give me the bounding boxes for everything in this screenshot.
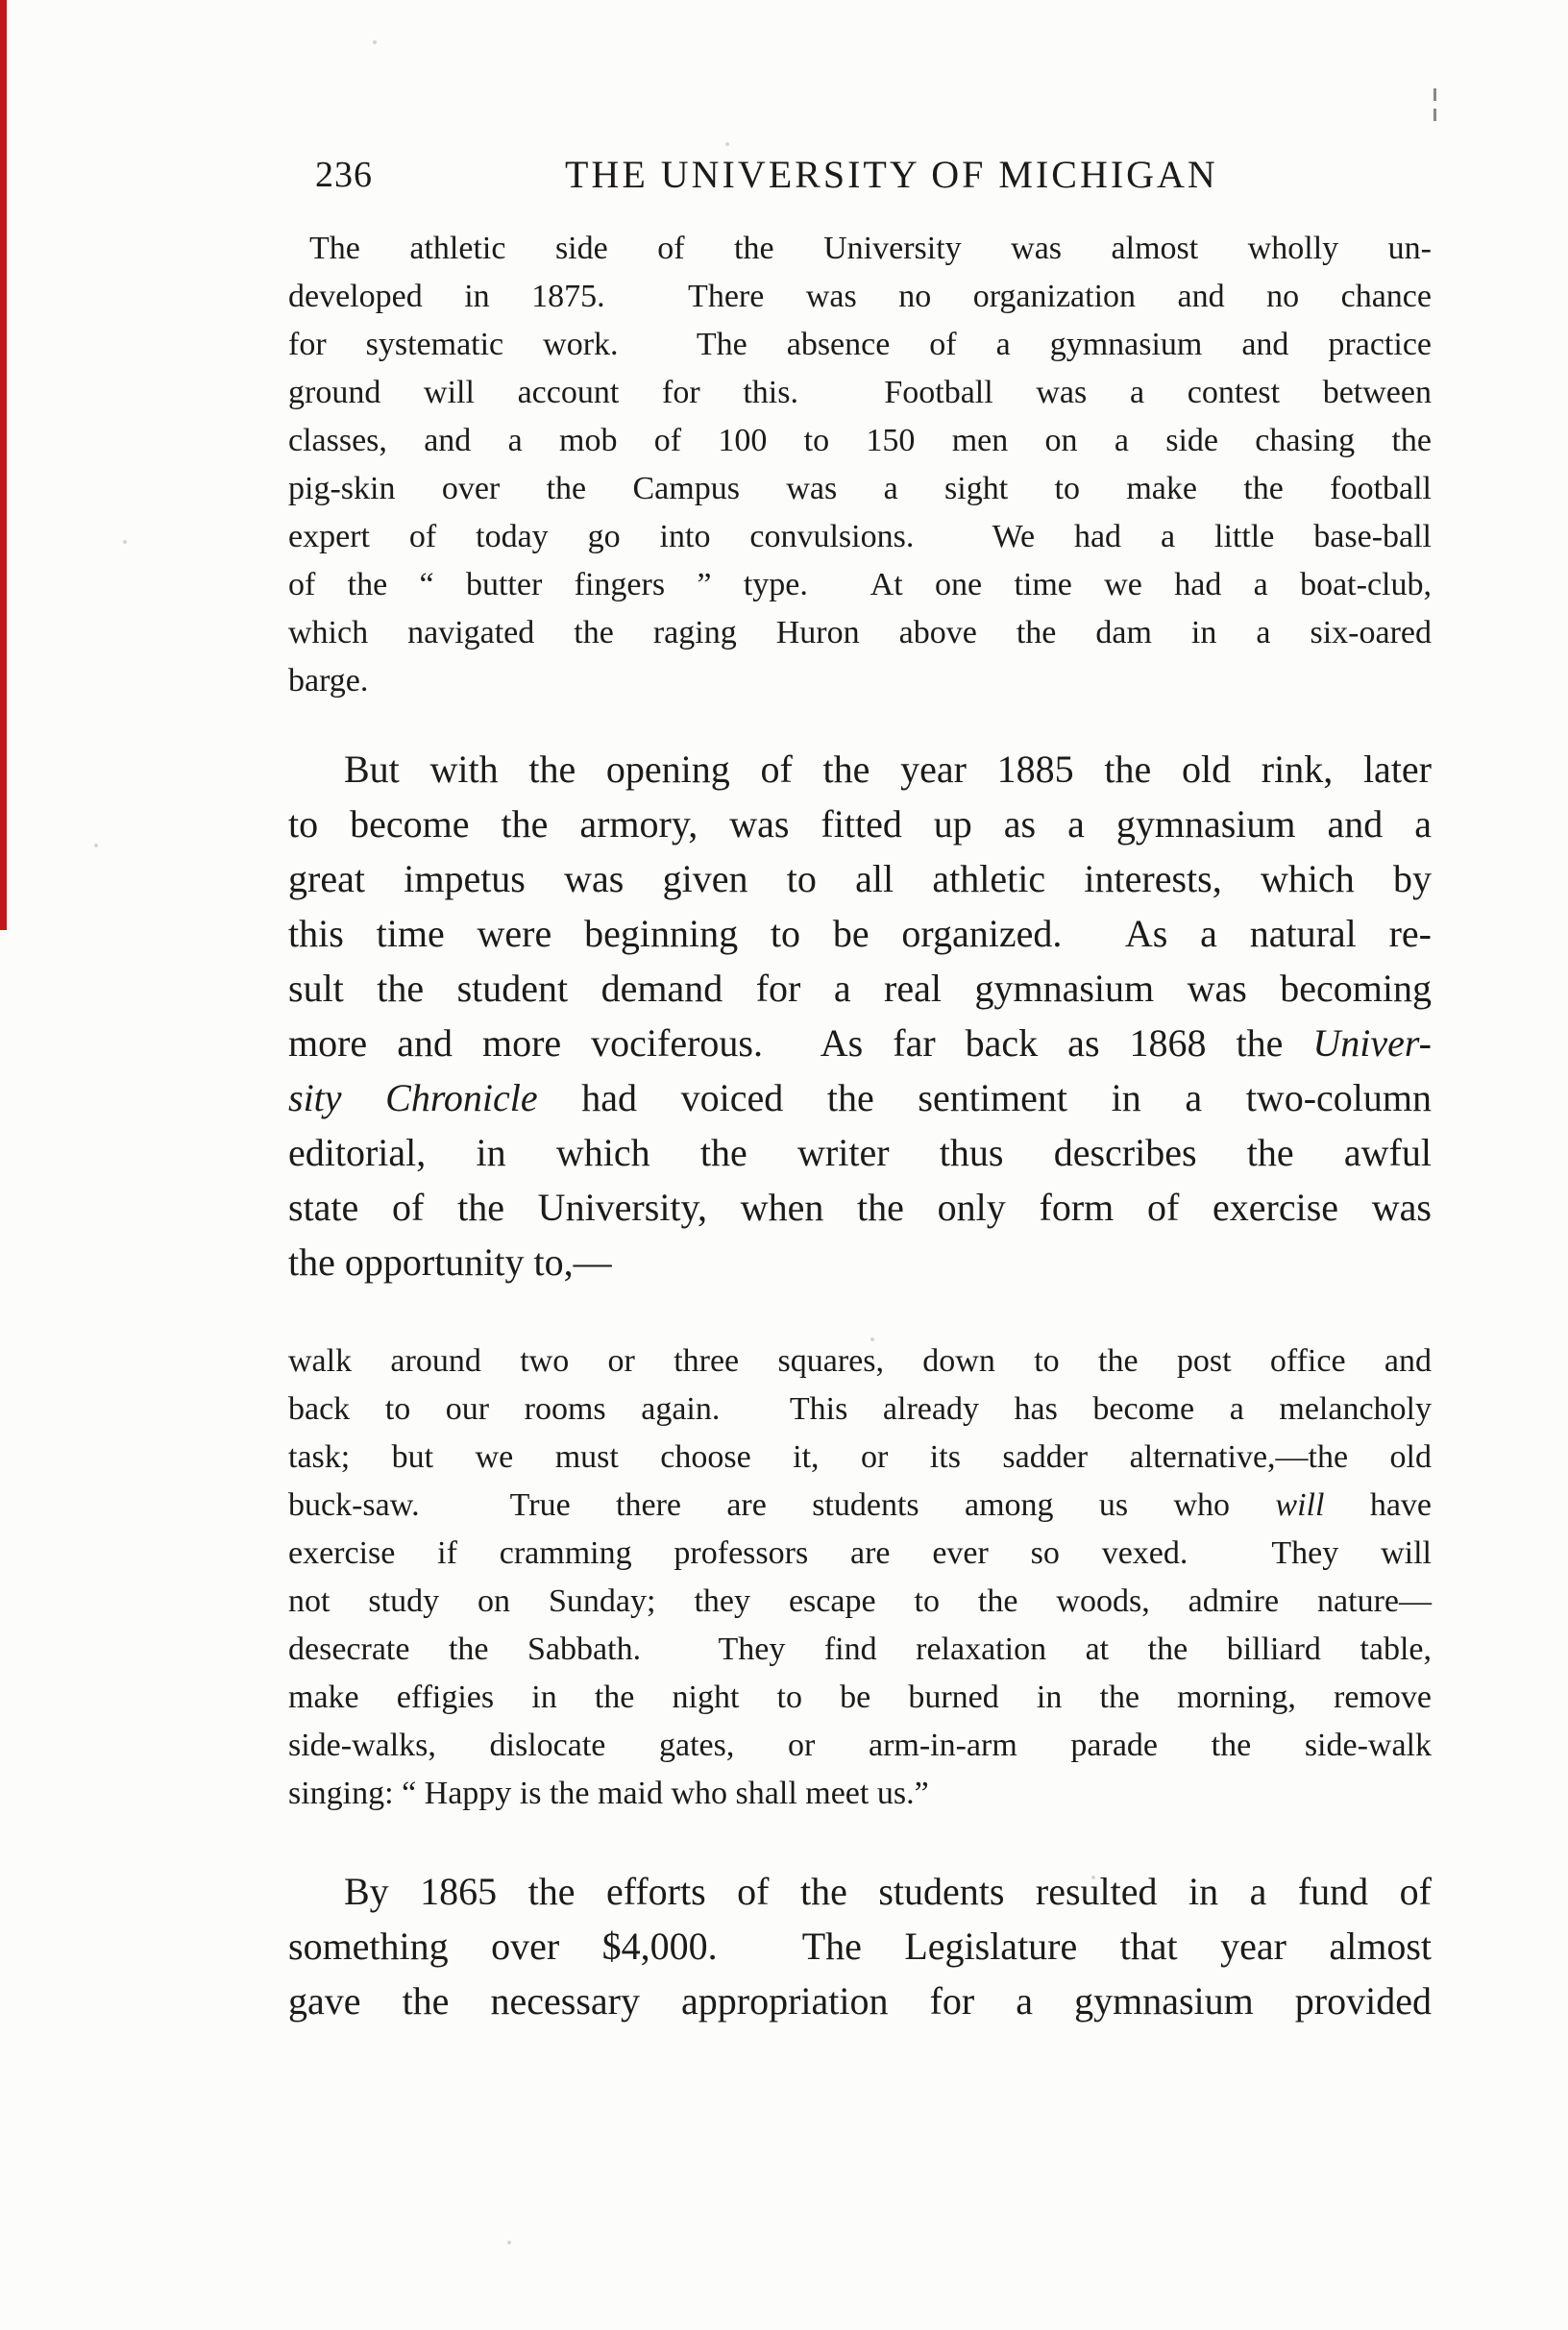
text-line: [288, 1070, 1432, 1125]
italic-emphasis: will: [1275, 1487, 1325, 1523]
italic-title-segment: sity Chronicle: [288, 1076, 538, 1119]
text-line: barge.: [288, 663, 369, 699]
italic-title-segment: Univer-: [1312, 1021, 1432, 1065]
page-number: 236: [315, 155, 373, 195]
running-header: [288, 152, 1432, 198]
text-line: classes, and a mob of 100 to 150 men on a side chasing the: [288, 423, 1432, 458]
text-line: [288, 1016, 1432, 1070]
text-segment: have: [1324, 1487, 1432, 1523]
text-line: back to our rooms again. This already has become a melancholy: [288, 1391, 1432, 1427]
running-title: THE UNIVERSITY OF MICHIGAN: [565, 153, 1218, 196]
text-line: ground will account for this. Football was a contest between: [288, 375, 1432, 410]
text-line: pig-skin over the Campus was a sight to make the football: [288, 471, 1432, 506]
text-line: to become the armory, was fitted up as a gymnasium and a: [288, 802, 1432, 846]
text-line: for systematic work. The absence of a gymnasium and practice: [288, 327, 1432, 362]
text-line: state of the University, when the only form of exercise was: [288, 1186, 1432, 1229]
text-segment: more and more vociferous. As far back as 1868 the: [288, 1021, 1313, 1065]
text-line: not study on Sunday; they escape to the woods, admire nature—: [288, 1583, 1432, 1619]
text-line: But with the opening of the year 1885 the old rink, later: [344, 748, 1432, 791]
paragraph-student-fund: [288, 1864, 1432, 2028]
text-line: sult the student demand for a real gymnasium was becoming: [288, 967, 1432, 1010]
text-line: task; but we must choose it, or its sadder alternative,—the old: [288, 1439, 1432, 1475]
text-line: this time were beginning to be organized. As a natural re-: [288, 912, 1432, 955]
block-quote-chronicle-editorial: [288, 1337, 1432, 1818]
text-line: desecrate the Sabbath. They find relaxation at the billiard table,: [288, 1631, 1432, 1667]
text-line: gave the necessary appropriation for a gymnasium provided: [288, 1979, 1432, 2023]
text-line: make effigies in the night to be burned in the morning, remove: [288, 1680, 1432, 1715]
text-segment: buck-saw. True there are students among us who: [288, 1487, 1276, 1523]
text-line: The athletic side of the University was almost wholly un-: [309, 231, 1432, 266]
text-line: By 1865 the efforts of the students resulted in a fund of: [344, 1870, 1432, 1913]
text-line: of the “ butter fingers ” type. At one time we had a boat-club,: [288, 567, 1432, 602]
text-line: editorial, in which the writer thus describes the awful: [288, 1131, 1432, 1174]
paragraph-athletic-side: [288, 225, 1432, 705]
scan-mark: [1433, 109, 1436, 121]
text-line: expert of today go into convulsions. We had a little base-ball: [288, 519, 1432, 554]
text-line: side-walks, dislocate gates, or arm-in-arm parade the side-walk: [288, 1728, 1432, 1763]
text-line: walk around two or three squares, down to the post office and: [288, 1343, 1432, 1379]
text-line: something over $4,000. The Legislature that year almost: [288, 1925, 1432, 1968]
text-line: exercise if cramming professors are ever so vexed. They will: [288, 1535, 1432, 1571]
text-segment: had voiced the sentiment in a two-column: [537, 1076, 1432, 1119]
scan-mark: [1433, 88, 1436, 101]
red-binding-edge: [0, 0, 7, 930]
scan-speck: [123, 540, 127, 544]
scan-speck: [94, 844, 98, 847]
scan-speck: [507, 2241, 511, 2244]
text-line: singing: “ Happy is the maid who shall meet us.”: [288, 1776, 929, 1811]
text-line: great impetus was given to all athletic interests, which by: [288, 857, 1432, 900]
text-line: the opportunity to,—: [288, 1240, 612, 1284]
text-line: developed in 1875. There was no organization and no chance: [288, 279, 1432, 314]
text-line: [288, 1482, 1432, 1530]
text-line: which navigated the raging Huron above the dam in a six-oared: [288, 615, 1432, 650]
paragraph-old-rink: [288, 742, 1432, 1289]
text-column: [288, 0, 1432, 2028]
